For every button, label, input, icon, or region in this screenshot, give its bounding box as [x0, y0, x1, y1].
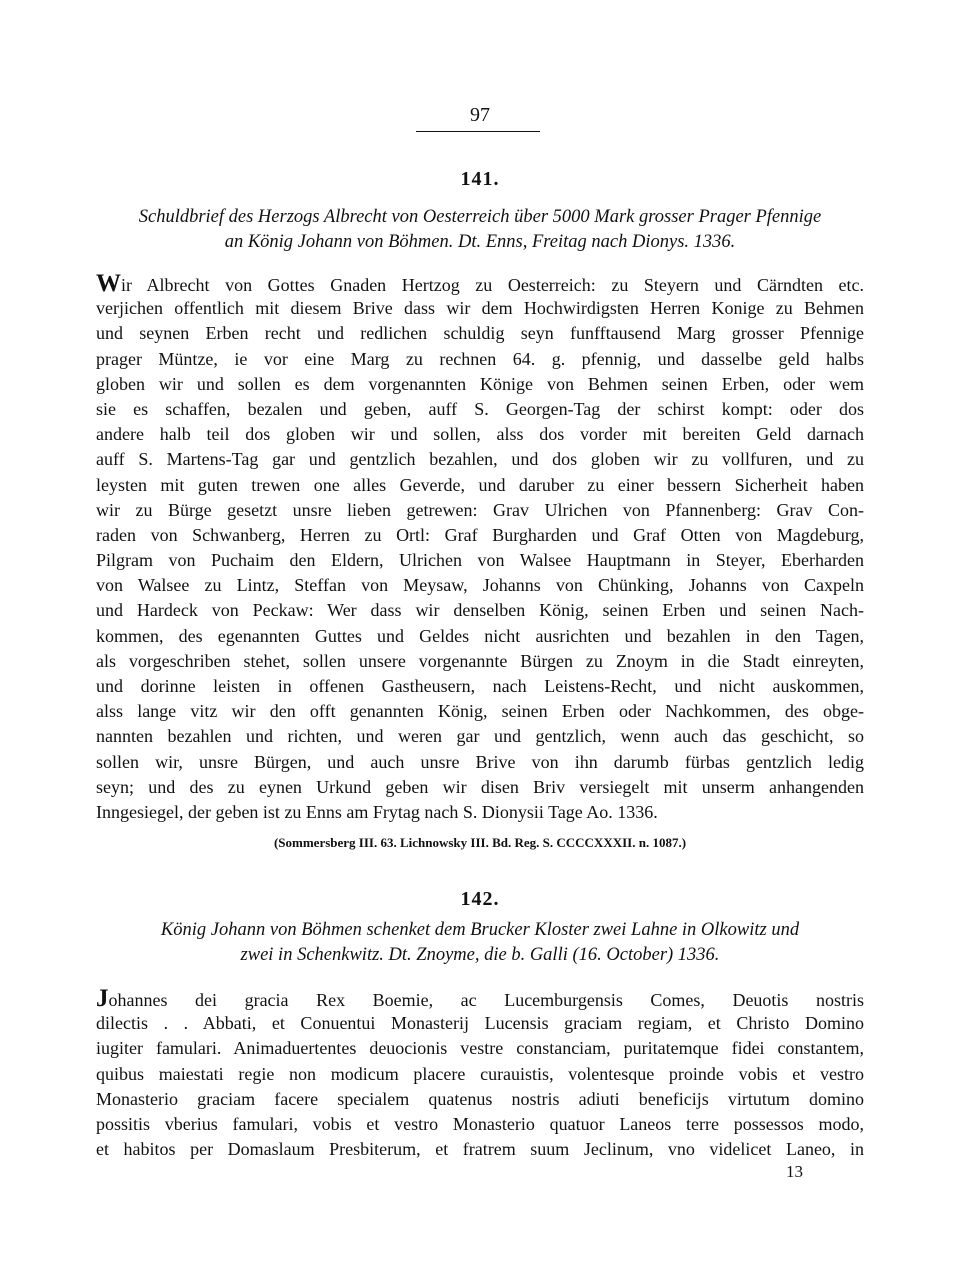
text-line: iugiter famulari. Animaduertentes deuocionis vestre constanciam, puritatemque fidei constantem,: [96, 1038, 864, 1059]
text-line: leysten mit guten trewen one alles Geverde, und daruber zu einer bessern Sicherheit haben: [96, 474, 864, 495]
text-line: alss lange vitz wir den offt genannten König, seinen Erben oder Nachkommen, des obge-: [96, 701, 864, 722]
document-number: 142.: [460, 888, 500, 910]
text-line: nannten bezahlen und richten, und weren gar und gentzlich, wenn auch das geschicht, so: [96, 726, 864, 747]
text-line: als vorgeschriben stehet, sollen unsere vorgenannte Bürgen zu Znoym in die Stadt einreyten,: [96, 650, 864, 671]
first-line: [96, 986, 864, 1011]
text-line: und Hardeck von Peckaw: Wer dass wir denselben König, seinen Erben und seinen Nach-: [96, 600, 864, 621]
text-line: andere halb teil dos globen wir und sollen, alss dos vorder mit bereiten Geld darnach: [96, 424, 864, 445]
title-line: zwei in Schenkwitz. Dt. Znoyme, die b. Galli (16. October) 1336.: [240, 945, 720, 965]
text-line: et habitos per Domaslaum Presbiterum, et fratrem suum Jeclinum, vno videlicet Laneo, in: [96, 1139, 864, 1160]
text-line: Inngesiegel, der geben ist zu Enns am Frytag nach S. Dionysii Tage Ao. 1336.: [96, 801, 658, 822]
text-line: wir zu Bürge gesetzt unsre lieben getrewen: Grav Ulrichen von Pfannenberg: Grav Con-: [96, 499, 864, 520]
text-line: sie es schaffen, bezalen und geben, auff S. Georgen-Tag der schirst kompt: oder dos: [96, 398, 864, 419]
document-title: [96, 918, 864, 968]
initial-letter: W: [96, 270, 121, 297]
page-number: 97: [470, 104, 490, 126]
document-title: [96, 205, 864, 255]
text-line: von Walsee zu Lintz, Steffan von Meysaw, Johanns von Chünking, Johanns von Caxpeln: [96, 575, 864, 596]
text-line: auff S. Martens-Tag gar und gentzlich bezahlen, und dos globen wir zu vollfuren, und zu: [96, 449, 864, 470]
document-body: [96, 271, 864, 825]
first-line-text: ohannes dei gracia Rex Boemie, ac Lucemburgensis Comes, Deuotis nostris: [108, 990, 864, 1010]
text-line: dilectis . . Abbati, et Conuentui Monasterij Lucensis graciam regiam, et Christo Domino: [96, 1013, 864, 1034]
title-line: Schuldbrief des Herzogs Albrecht von Oesterreich über 5000 Mark grosser Prager Pfennige: [138, 207, 822, 227]
initial-letter: J: [96, 985, 109, 1012]
document-number: 141.: [460, 168, 500, 190]
text-line: possitis vberius famulari, vobis et vestro Monasterio quatuor Laneos terre possessos modo,: [96, 1113, 864, 1134]
header-rule: [416, 131, 540, 132]
first-line-text: ir Albrecht von Gottes Gnaden Hertzog zu Oesterreich: zu Steyern und Cärndten etc.: [121, 275, 864, 295]
text-line: und dorinne leisten in offenen Gastheusern, nach Leistens-Recht, und nicht auskommen,: [96, 676, 864, 696]
title-line: an König Johann von Böhmen. Dt. Enns, Freitag nach Dionys. 1336.: [224, 232, 736, 252]
text-line: Pilgram von Puchaim den Eldern, Ulrichen von Walsee Hauptmann in Steyer, Eberharden: [96, 550, 864, 571]
text-line: sollen wir, unsre Bürgen, und auch unsre Brive von ihn darumb fürbas gentzlich ledig: [96, 751, 864, 772]
title-line: König Johann von Böhmen schenket dem Brucker Kloster zwei Lahne in Olkowitz und: [160, 920, 800, 940]
text-line: und seynen Erben recht und redlichen schuldig seyn funfftausend Marg grosser Pfennige: [96, 323, 864, 344]
text-line: globen wir und sollen es dem vorgenannten Könige von Behmen seinen Erben, oder wem: [96, 373, 864, 394]
signature-mark: 13: [786, 1162, 803, 1181]
first-line: [96, 271, 864, 296]
document-body: [96, 986, 864, 1162]
text-line: seyn; und des zu eynen Urkund geben wir disen Briv versiegelt mit unserm anhangenden: [96, 776, 864, 797]
text-line: kommen, des egenannten Guttes und Geldes nicht ausrichten und bezahlen in den Tagen,: [96, 625, 864, 646]
text-line: raden von Schwanberg, Herren zu Ortl: Graf Burgharden und Graf Otten von Magdeburg,: [96, 524, 864, 545]
text-line: prager Müntze, ie vor eine Marg zu rechnen 64. g. pfennig, und dasselbe geld halbs: [96, 348, 864, 369]
text-line: Monasterio graciam facere specialem quatenus nostris adiuti beneficijs virtutum domino: [96, 1088, 864, 1109]
citation: (Sommersberg III. 63. Lichnowsky III. Bd. Reg. S. CCCCXXXII. n. 1087.): [273, 835, 687, 850]
text-line: quibus maiestati regie non modicum placere curauistis, volentesque proinde vobis et vestro: [96, 1063, 864, 1084]
text-line: verjichen offentlich mit diesem Brive dass wir dem Hochwirdigsten Herren Konige zu Behmen: [96, 298, 864, 319]
